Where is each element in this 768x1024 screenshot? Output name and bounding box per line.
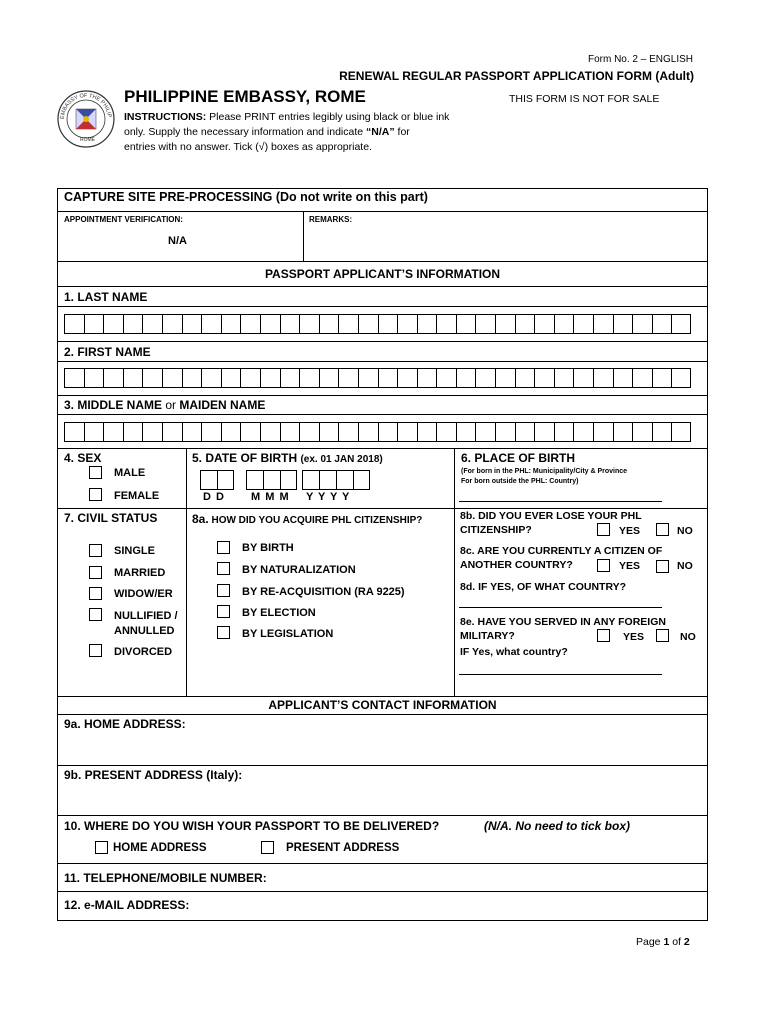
dob-yyyy-hint: Y Y Y Y <box>306 491 351 503</box>
telephone-label: 11. TELEPHONE/MOBILE NUMBER: <box>64 871 267 885</box>
letter-cell[interactable] <box>103 422 123 442</box>
first-name-label: 2. FIRST NAME <box>64 345 151 359</box>
form-title: RENEWAL REGULAR PASSPORT APPLICATION FORM (Adult) <box>339 69 694 83</box>
letter-cell[interactable] <box>84 422 104 442</box>
letter-cell[interactable] <box>299 314 319 334</box>
q8e-line[interactable] <box>459 674 662 675</box>
letter-cell[interactable] <box>436 422 456 442</box>
letter-cell[interactable] <box>515 368 535 388</box>
letter-cell[interactable] <box>593 314 613 334</box>
letter-cell[interactable] <box>456 314 476 334</box>
q8e-no-checkbox[interactable] <box>656 629 669 642</box>
home-address-label: 9a. HOME ADDRESS: <box>64 717 186 731</box>
remarks-label: REMARKS: <box>309 215 353 224</box>
pob-label: 6. PLACE OF BIRTH <box>461 451 576 465</box>
divorced-checkbox[interactable] <box>89 644 102 657</box>
by-naturalization-label: BY NATURALIZATION <box>242 564 356 576</box>
q8b-yes-checkbox[interactable] <box>597 523 610 536</box>
q8b-label-2: CITIZENSHIP? <box>460 524 532 536</box>
by-legislation-checkbox[interactable] <box>217 626 230 639</box>
letter-cell[interactable] <box>162 314 182 334</box>
email-label: 12. e-MAIL ADDRESS: <box>64 898 190 912</box>
deliver-home-label: HOME ADDRESS <box>113 842 207 854</box>
q8c-no-label: NO <box>677 560 693 572</box>
female-label: FEMALE <box>114 490 160 502</box>
letter-cell[interactable] <box>221 368 241 388</box>
letter-cell[interactable] <box>378 368 398 388</box>
letter-cell[interactable] <box>417 368 437 388</box>
by-birth-label: BY BIRTH <box>242 542 294 554</box>
male-checkbox[interactable] <box>89 466 102 479</box>
capture-title: CAPTURE SITE PRE-PROCESSING (Do not write on this part) <box>64 190 428 204</box>
q8b-no-checkbox[interactable] <box>656 523 669 536</box>
letter-cell[interactable] <box>336 470 353 490</box>
letter-cell[interactable] <box>263 470 280 490</box>
q8b-label-1: 8b. DID YOU EVER LOSE YOUR PHL <box>460 510 642 522</box>
letter-cell[interactable] <box>515 314 535 334</box>
not-for-sale-note: THIS FORM IS NOT FOR SALE <box>509 93 660 105</box>
dob-month-cells[interactable] <box>246 470 297 490</box>
female-checkbox[interactable] <box>89 488 102 501</box>
letter-cell[interactable] <box>632 368 652 388</box>
married-label: MARRIED <box>114 567 166 579</box>
single-checkbox[interactable] <box>89 544 102 557</box>
letter-cell[interactable] <box>280 368 300 388</box>
q8b-no-label: NO <box>677 525 693 537</box>
letter-cell[interactable] <box>299 422 319 442</box>
last-name-label: 1. LAST NAME <box>64 290 148 304</box>
letter-cell[interactable] <box>142 314 162 334</box>
letter-cell[interactable] <box>217 470 234 490</box>
letter-cell[interactable] <box>671 368 691 388</box>
by-naturalization-checkbox[interactable] <box>217 562 230 575</box>
letter-cell[interactable] <box>123 368 143 388</box>
dob-label: 5. DATE OF BIRTH (ex. 01 JAN 2018) <box>192 451 383 465</box>
svg-text:EMBASSY OF THE PHILIPPINES: EMBASSY OF THE PHILIP <box>59 92 112 120</box>
letter-cell[interactable] <box>123 314 143 334</box>
q8e-yes-label: YES <box>623 631 645 643</box>
letter-cell[interactable] <box>671 422 691 442</box>
q8c-label-1: 8c. ARE YOU CURRENTLY A CITIZEN OF <box>460 545 663 557</box>
present-address-label: 9b. PRESENT ADDRESS (Italy): <box>64 768 243 782</box>
letter-cell[interactable] <box>534 368 554 388</box>
letter-cell[interactable] <box>299 368 319 388</box>
q8e-label-3: IF Yes, what country? <box>460 646 568 658</box>
single-label: SINGLE <box>114 545 155 557</box>
embassy-seal-icon <box>56 89 116 149</box>
pob-note-1: (For born in the PHL: Municipality/City & Province <box>461 468 628 475</box>
by-legislation-label: BY LEGISLATION <box>242 628 334 640</box>
dob-dd-hint: D D <box>203 491 225 503</box>
letter-cell[interactable] <box>302 470 319 490</box>
letter-cell[interactable] <box>593 422 613 442</box>
dob-year-cells[interactable] <box>302 470 370 490</box>
letter-cell[interactable] <box>573 422 593 442</box>
divorced-label: DIVORCED <box>114 646 173 658</box>
letter-cell[interactable] <box>162 368 182 388</box>
male-label: MALE <box>114 467 146 479</box>
pob-note-2: For born outside the PHL: Country) <box>461 478 579 485</box>
q8e-yes-checkbox[interactable] <box>597 629 610 642</box>
letter-cell[interactable] <box>319 470 336 490</box>
letter-cell[interactable] <box>613 368 633 388</box>
letter-cell[interactable] <box>182 314 202 334</box>
widow-label: WIDOW/ER <box>114 588 173 600</box>
letter-cell[interactable] <box>103 314 123 334</box>
last-name-cells[interactable] <box>64 314 691 334</box>
q8d-label: 8d. IF YES, OF WHAT COUNTRY? <box>460 581 627 593</box>
letter-cell[interactable] <box>613 422 633 442</box>
applicant-section-title: PASSPORT APPLICANT’S INFORMATION <box>264 267 501 281</box>
letter-cell[interactable] <box>436 368 456 388</box>
letter-cell[interactable] <box>652 368 672 388</box>
letter-cell[interactable] <box>671 314 691 334</box>
letter-cell[interactable] <box>378 314 398 334</box>
letter-cell[interactable] <box>534 422 554 442</box>
appointment-label: APPOINTMENT VERIFICATION: <box>64 215 183 224</box>
letter-cell[interactable] <box>495 314 515 334</box>
form-number: Form No. 2 – ENGLISH <box>587 54 693 65</box>
delivery-question: 10. WHERE DO YOU WISH YOUR PASSPORT TO BE DELIVERED? <box>64 819 440 833</box>
widow-checkbox[interactable] <box>89 587 102 600</box>
deliver-present-checkbox[interactable] <box>261 841 274 854</box>
letter-cell[interactable] <box>515 422 535 442</box>
contact-section-title: APPLICANT’S CONTACT INFORMATION <box>268 698 497 712</box>
letter-cell[interactable] <box>573 314 593 334</box>
by-reacquisition-label: BY RE-ACQUISITION (RA 9225) <box>242 586 405 598</box>
letter-cell[interactable] <box>103 368 123 388</box>
letter-cell[interactable] <box>221 314 241 334</box>
letter-cell[interactable] <box>84 368 104 388</box>
letter-cell[interactable] <box>338 314 358 334</box>
first-name-cells[interactable] <box>64 368 691 388</box>
letter-cell[interactable] <box>353 470 370 490</box>
letter-cell[interactable] <box>613 314 633 334</box>
letter-cell[interactable] <box>338 422 358 442</box>
q8e-label-2: MILITARY? <box>460 630 515 642</box>
q8c-no-checkbox[interactable] <box>656 560 669 573</box>
letter-cell[interactable] <box>260 368 280 388</box>
letter-cell[interactable] <box>475 422 495 442</box>
letter-cell[interactable] <box>417 314 437 334</box>
letter-cell[interactable] <box>495 422 515 442</box>
nullified-checkbox[interactable] <box>89 608 102 621</box>
letter-cell[interactable] <box>182 368 202 388</box>
q8c-yes-checkbox[interactable] <box>597 559 610 572</box>
letter-cell[interactable] <box>417 422 437 442</box>
by-reacquisition-checkbox[interactable] <box>217 584 230 597</box>
married-checkbox[interactable] <box>89 566 102 579</box>
letter-cell[interactable] <box>495 368 515 388</box>
by-election-checkbox[interactable] <box>217 605 230 618</box>
letter-cell[interactable] <box>260 314 280 334</box>
pob-line[interactable] <box>459 501 662 502</box>
letter-cell[interactable] <box>142 368 162 388</box>
letter-cell[interactable] <box>246 470 263 490</box>
letter-cell[interactable] <box>319 314 339 334</box>
q8d-line[interactable] <box>459 607 662 608</box>
letter-cell[interactable] <box>632 422 652 442</box>
annulled-label: ANNULLED <box>114 625 175 637</box>
middle-name-label: 3. MIDDLE NAME or MAIDEN NAME <box>64 398 266 412</box>
deliver-present-label: PRESENT ADDRESS <box>286 842 400 854</box>
embassy-name: PHILIPPINE EMBASSY, ROME <box>124 87 366 106</box>
letter-cell[interactable] <box>200 470 217 490</box>
letter-cell[interactable] <box>358 422 378 442</box>
letter-cell[interactable] <box>162 422 182 442</box>
letter-cell[interactable] <box>397 314 417 334</box>
q8a-label: 8a. HOW DID YOU ACQUIRE PHL CITIZENSHIP? <box>192 512 423 526</box>
instructions: INSTRUCTIONS: Please PRINT entries legibly using black or blue ink only. Supply the necessary information and indicate “N/A” for entries with no answer. Tick (√) boxes as appropriate. <box>124 111 450 153</box>
letter-cell[interactable] <box>554 368 574 388</box>
letter-cell[interactable] <box>240 314 260 334</box>
svg-text:ROME: ROME <box>80 137 95 143</box>
deliver-home-checkbox[interactable] <box>95 841 108 854</box>
letter-cell[interactable] <box>280 314 300 334</box>
letter-cell[interactable] <box>475 368 495 388</box>
letter-cell[interactable] <box>573 368 593 388</box>
letter-cell[interactable] <box>554 314 574 334</box>
letter-cell[interactable] <box>201 314 221 334</box>
q8e-no-label: NO <box>680 631 696 643</box>
letter-cell[interactable] <box>319 422 339 442</box>
appointment-value: N/A <box>168 235 187 247</box>
letter-cell[interactable] <box>201 368 221 388</box>
delivery-note: (N/A. No need to tick box) <box>484 819 631 833</box>
letter-cell[interactable] <box>64 314 84 334</box>
letter-cell[interactable] <box>260 422 280 442</box>
page-indicator: Page 1 of 2 <box>636 936 690 948</box>
letter-cell[interactable] <box>64 422 84 442</box>
dob-mmm-hint: M M M <box>251 491 290 503</box>
letter-cell[interactable] <box>319 368 339 388</box>
q8b-yes-label: YES <box>619 525 641 537</box>
letter-cell[interactable] <box>632 314 652 334</box>
letter-cell[interactable] <box>123 422 143 442</box>
letter-cell[interactable] <box>240 368 260 388</box>
dob-day-cells[interactable] <box>200 470 234 490</box>
civil-status-label: 7. CIVIL STATUS <box>64 511 158 525</box>
letter-cell[interactable] <box>338 368 358 388</box>
letter-cell[interactable] <box>456 422 476 442</box>
letter-cell[interactable] <box>554 422 574 442</box>
letter-cell[interactable] <box>221 422 241 442</box>
by-election-label: BY ELECTION <box>242 607 316 619</box>
letter-cell[interactable] <box>84 314 104 334</box>
middle-name-cells[interactable] <box>64 422 691 442</box>
letter-cell[interactable] <box>280 470 297 490</box>
q8c-yes-label: YES <box>619 560 641 572</box>
q8e-label-1: 8e. HAVE YOU SERVED IN ANY FOREIGN <box>460 616 666 628</box>
letter-cell[interactable] <box>593 368 613 388</box>
letter-cell[interactable] <box>397 422 417 442</box>
letter-cell[interactable] <box>201 422 221 442</box>
letter-cell[interactable] <box>240 422 260 442</box>
by-birth-checkbox[interactable] <box>217 541 230 554</box>
letter-cell[interactable] <box>436 314 456 334</box>
letter-cell[interactable] <box>64 368 84 388</box>
letter-cell[interactable] <box>182 422 202 442</box>
letter-cell[interactable] <box>397 368 417 388</box>
letter-cell[interactable] <box>652 422 672 442</box>
letter-cell[interactable] <box>358 368 378 388</box>
letter-cell[interactable] <box>534 314 554 334</box>
letter-cell[interactable] <box>456 368 476 388</box>
sex-label: 4. SEX <box>64 451 102 465</box>
letter-cell[interactable] <box>378 422 398 442</box>
letter-cell[interactable] <box>142 422 162 442</box>
nullified-label: NULLIFIED / <box>114 610 178 622</box>
letter-cell[interactable] <box>652 314 672 334</box>
letter-cell[interactable] <box>280 422 300 442</box>
letter-cell[interactable] <box>358 314 378 334</box>
q8c-label-2: ANOTHER COUNTRY? <box>460 559 573 571</box>
letter-cell[interactable] <box>475 314 495 334</box>
